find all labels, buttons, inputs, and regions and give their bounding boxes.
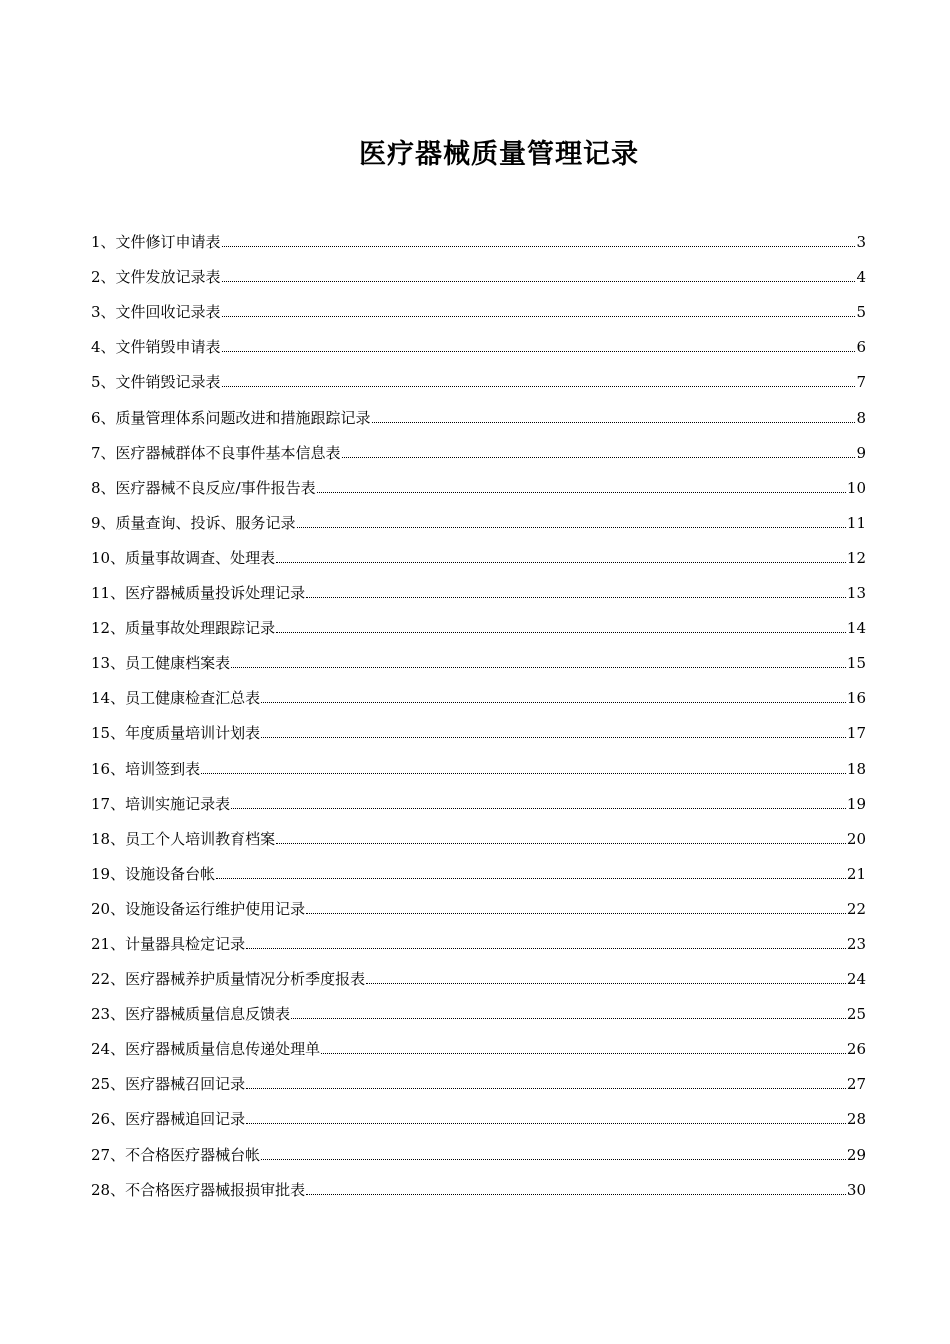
toc-dot-leader [222,386,856,387]
toc-dot-leader [216,878,846,879]
toc-entry[interactable] [91,604,866,639]
toc-entry[interactable] [91,429,866,464]
toc-page-number: 11 [846,513,866,532]
document-title: 医疗器械质量管理记录 [359,139,639,170]
toc-dot-leader [201,773,846,774]
toc-dot-leader [261,1159,846,1160]
toc-dot-leader [231,808,846,809]
toc-entry[interactable] [91,639,866,674]
toc-page-number: 19 [846,794,866,813]
toc-dot-leader [297,527,846,528]
toc-entry[interactable] [91,569,866,604]
toc-entry[interactable] [91,815,866,850]
toc-entry-title: 16、培训签到表 [91,759,201,778]
toc-entry-title: 13、员工健康档案表 [91,654,231,673]
toc-dot-leader [276,632,846,633]
toc-page-number: 20 [846,829,866,848]
toc-entry-title: 3、文件回收记录表 [91,303,221,322]
toc-entry[interactable] [91,358,866,393]
toc-page-number: 7 [856,373,866,392]
toc-entry-title: 8、医疗器械不良反应/事件报告表 [91,478,316,497]
toc-dot-leader [222,351,856,352]
toc-dot-leader [321,1053,846,1054]
toc-entry-title: 28、不合格医疗器械报损审批表 [91,1180,306,1199]
toc-dot-leader [246,1088,846,1089]
toc-page-number: 4 [856,268,866,287]
toc-page-number: 25 [846,1005,866,1024]
toc-dot-leader [317,492,846,493]
toc-entry[interactable] [91,1025,866,1060]
toc-entry-title: 26、医疗器械追回记录 [91,1110,246,1129]
toc-dot-leader [222,281,856,282]
toc-entry[interactable] [91,288,866,323]
toc-entry[interactable] [91,885,866,920]
toc-dot-leader [231,667,846,668]
toc-page-number: 26 [846,1040,866,1059]
toc-page-number: 13 [846,584,866,603]
toc-dot-leader [222,316,856,317]
toc-entry-title: 1、文件修订申请表 [91,233,221,252]
toc-dot-leader [372,422,856,423]
toc-entry[interactable] [91,253,866,288]
toc-page-number: 16 [846,689,866,708]
toc-entry[interactable] [91,1130,866,1165]
toc-entry-title: 23、医疗器械质量信息反馈表 [91,1005,291,1024]
toc-dot-leader [246,948,846,949]
toc-dot-leader [306,1194,846,1195]
toc-entry-title: 7、医疗器械群体不良事件基本信息表 [91,443,341,462]
toc-entry-title: 25、医疗器械召回记录 [91,1075,246,1094]
toc-page-number: 12 [846,548,866,567]
toc-page-number: 9 [856,443,866,462]
toc-entry[interactable] [91,850,866,885]
table-of-contents [91,218,866,1201]
toc-entry-title: 20、设施设备运行维护使用记录 [91,899,306,918]
toc-entry-title: 14、员工健康检查汇总表 [91,689,261,708]
toc-page-number: 18 [846,759,866,778]
toc-entry-title: 24、医疗器械质量信息传递处理单 [91,1040,321,1059]
toc-dot-leader [306,597,846,598]
toc-entry[interactable] [91,393,866,428]
toc-page-number: 3 [856,233,866,252]
toc-page-number: 22 [846,899,866,918]
toc-page-number: 23 [846,934,866,953]
toc-dot-leader [261,737,846,738]
toc-entry[interactable] [91,1060,866,1095]
toc-entry-title: 15、年度质量培训计划表 [91,724,261,743]
toc-page-number: 6 [856,338,866,357]
toc-page-number: 28 [846,1110,866,1129]
toc-page-number: 21 [846,864,866,883]
toc-entry[interactable] [91,1166,866,1201]
toc-entry[interactable] [91,218,866,253]
toc-entry[interactable] [91,323,866,358]
toc-page-number: 14 [846,619,866,638]
toc-entry-title: 12、质量事故处理跟踪记录 [91,619,276,638]
toc-page-number: 10 [846,478,866,497]
toc-entry-title: 4、文件销毁申请表 [91,338,221,357]
toc-entry[interactable] [91,780,866,815]
toc-dot-leader [222,246,856,247]
toc-entry[interactable] [91,955,866,990]
toc-entry-title: 11、医疗器械质量投诉处理记录 [91,584,306,603]
toc-entry[interactable] [91,1095,866,1130]
toc-entry-title: 5、文件销毁记录表 [91,373,221,392]
toc-page-number: 15 [846,654,866,673]
toc-entry-title: 2、文件发放记录表 [91,268,221,287]
toc-dot-leader [276,562,846,563]
toc-entry-title: 6、质量管理体系问题改进和措施跟踪记录 [91,408,371,427]
toc-entry[interactable] [91,990,866,1025]
toc-entry-title: 10、质量事故调查、处理表 [91,548,276,567]
toc-entry-title: 22、医疗器械养护质量情况分析季度报表 [91,970,366,989]
toc-dot-leader [261,702,846,703]
toc-entry-title: 9、质量查询、投诉、服务记录 [91,513,296,532]
toc-dot-leader [246,1123,846,1124]
toc-dot-leader [276,843,846,844]
toc-entry[interactable] [91,534,866,569]
toc-entry-title: 21、计量器具检定记录 [91,934,246,953]
toc-dot-leader [291,1018,846,1019]
toc-entry-title: 19、设施设备台帐 [91,864,216,883]
toc-entry[interactable] [91,499,866,534]
toc-dot-leader [366,983,846,984]
toc-dot-leader [306,913,846,914]
toc-page-number: 8 [856,408,866,427]
toc-entry[interactable] [91,674,866,709]
toc-page-number: 24 [846,970,866,989]
toc-page-number: 5 [856,303,866,322]
toc-entry[interactable] [91,709,866,744]
toc-entry-title: 27、不合格医疗器械台帐 [91,1145,261,1164]
toc-page-number: 27 [846,1075,866,1094]
toc-page-number: 17 [846,724,866,743]
toc-entry[interactable] [91,920,866,955]
toc-dot-leader [342,457,856,458]
toc-entry[interactable] [91,744,866,779]
toc-page-number: 30 [846,1180,866,1199]
toc-entry-title: 17、培训实施记录表 [91,794,231,813]
toc-entry-title: 18、员工个人培训教育档案 [91,829,276,848]
toc-entry[interactable] [91,464,866,499]
toc-page-number: 29 [846,1145,866,1164]
